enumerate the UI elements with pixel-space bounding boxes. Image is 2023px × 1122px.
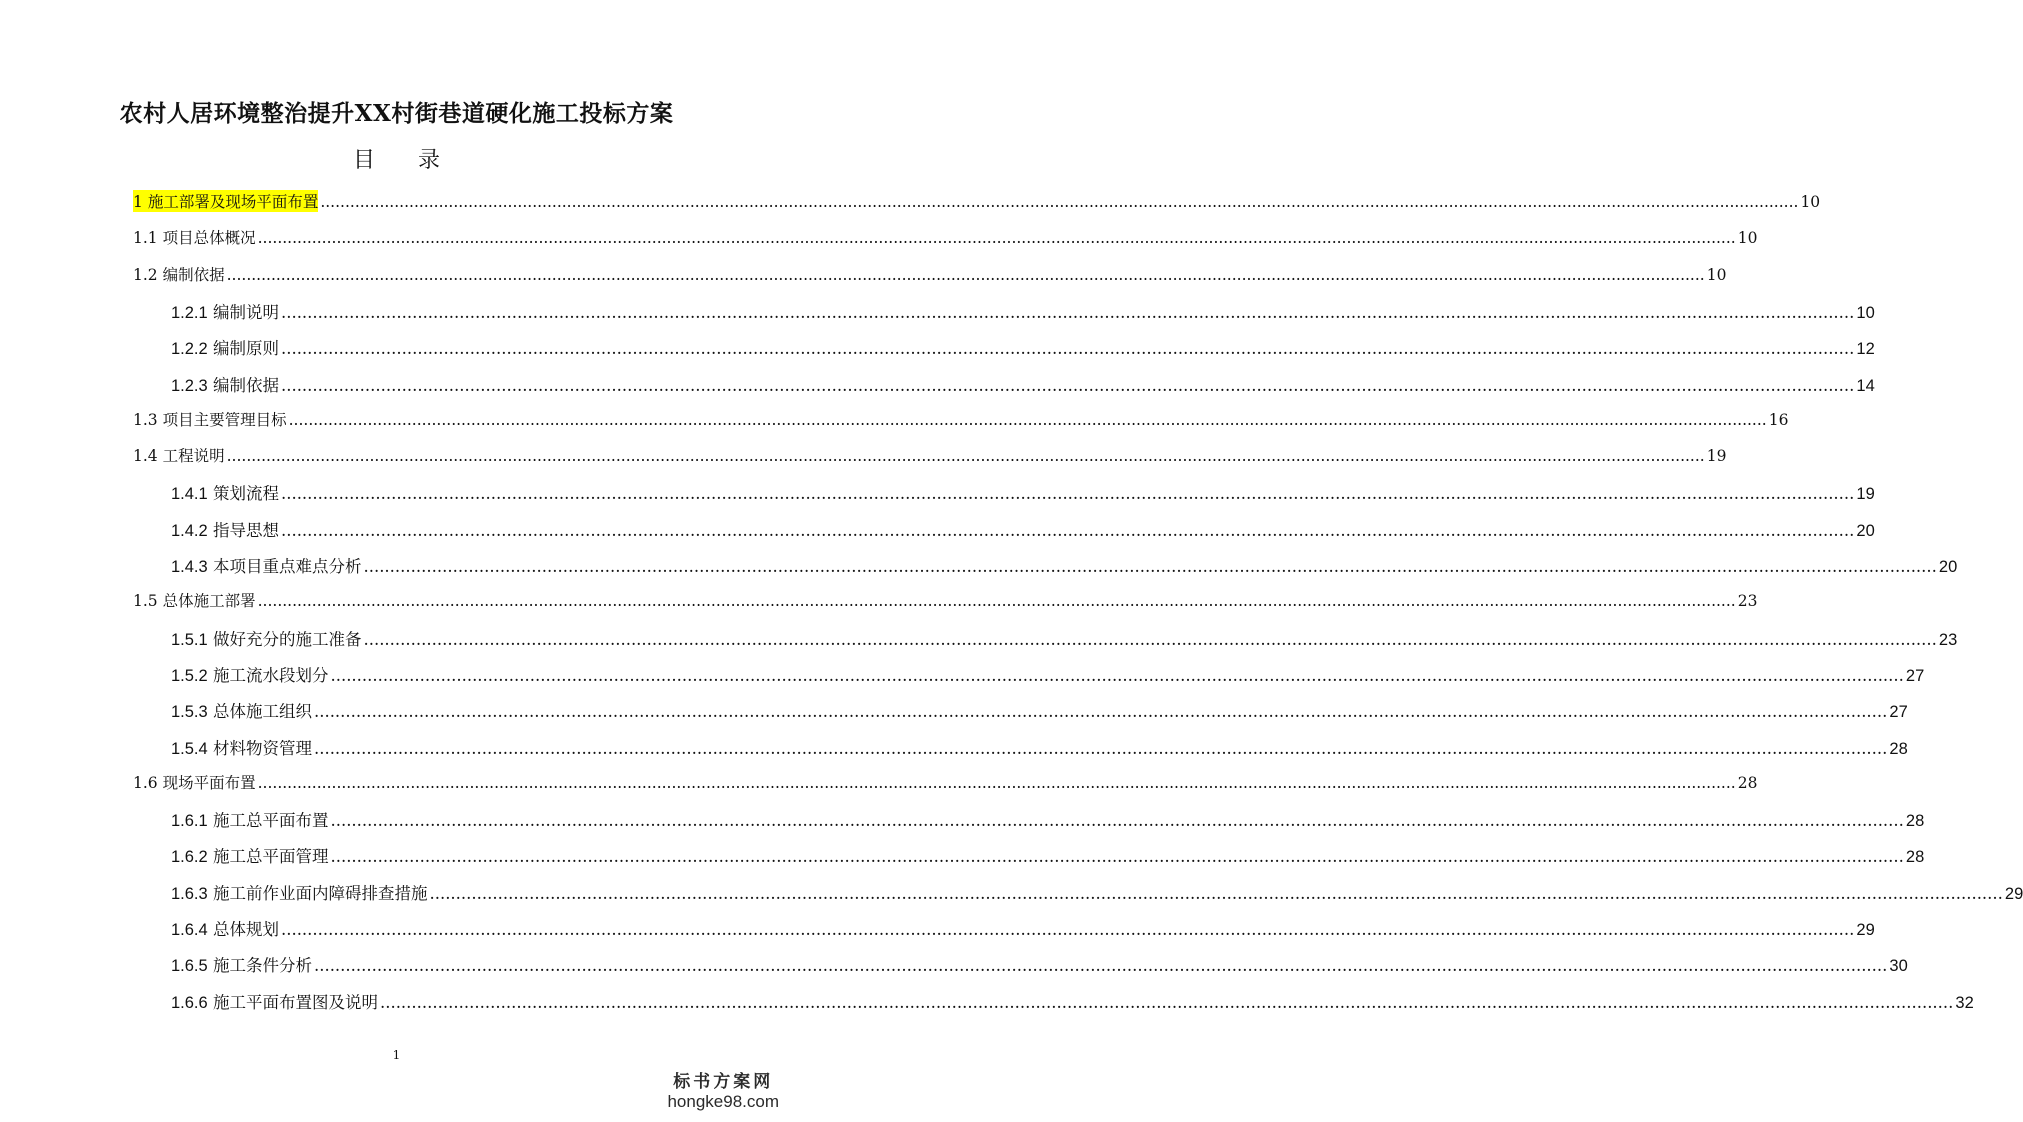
toc-entry-page: 10 bbox=[1706, 265, 1727, 284]
toc-leader-dots: ............................................................................................................................................................................................................................................................................................................ bbox=[280, 520, 1855, 540]
toc-entry-label bbox=[171, 916, 279, 940]
toc-entry-label bbox=[171, 553, 361, 577]
toc-entry-text: 总体施工部署 bbox=[162, 592, 256, 611]
toc-entry-label bbox=[171, 880, 427, 904]
toc-entry-number: 1.4.1 bbox=[171, 485, 208, 504]
toc-entry-number: 1.2.1 bbox=[171, 303, 208, 322]
toc-entry-number: 1.6.3 bbox=[171, 884, 208, 903]
toc-entry-label bbox=[133, 771, 256, 793]
toc-entry-number: 1.1 bbox=[133, 229, 158, 248]
toc-entry-number: 1.6.5 bbox=[171, 957, 208, 976]
toc-entry-label bbox=[171, 989, 378, 1013]
toc-entry-label bbox=[133, 444, 225, 466]
toc-entry-number: 1.5.4 bbox=[171, 739, 208, 758]
page-number: 1 bbox=[392, 1048, 401, 1062]
toc-leader-dots: ............................................................................................................................................................................................................................................................................................................ bbox=[280, 375, 1855, 395]
toc-entry-page: 23 bbox=[1737, 592, 1758, 611]
toc-entry-page: 19 bbox=[1856, 485, 1875, 504]
toc-entry[interactable] bbox=[133, 408, 1789, 438]
toc-entry[interactable] bbox=[171, 952, 1908, 982]
toc-entry-number: 1.2 bbox=[133, 265, 158, 284]
toc-leader-dots: ............................................................................................................................................................................................................................................................................................................ bbox=[363, 557, 1937, 576]
toc-entry-page: 28 bbox=[1905, 848, 1925, 867]
toc-leader-dots: ............................................................................................................................................................................................................................................................................................................ bbox=[226, 447, 1705, 466]
toc-entry-label bbox=[171, 807, 328, 831]
toc-entry-page: 10 bbox=[1737, 229, 1758, 248]
toc-leader-dots: ............................................................................................................................................................................................................................................................................................................ bbox=[313, 956, 1888, 976]
toc-entry-number: 1.4.3 bbox=[171, 558, 208, 576]
watermark-line-en: hongke98.com bbox=[667, 1092, 779, 1111]
toc-entry-text: 策划流程 bbox=[212, 484, 279, 504]
toc-entry-page: 29 bbox=[1856, 921, 1875, 939]
toc-leader-dots: ............................................................................................................................................................................................................................................................................................................ bbox=[313, 702, 1888, 722]
toc-entry-number: 1.3 bbox=[133, 410, 158, 429]
toc-entry-text: 本项目重点难点分析 bbox=[212, 557, 362, 576]
toc-entry[interactable] bbox=[133, 190, 1821, 220]
toc-leader-dots: ............................................................................................................................................................................................................................................................................................................ bbox=[280, 302, 1855, 322]
toc-entry-page: 28 bbox=[1905, 812, 1925, 831]
toc-entry-label bbox=[133, 589, 256, 611]
toc-entry-number: 1.4 bbox=[133, 447, 158, 466]
toc-entry-page: 19 bbox=[1706, 447, 1727, 466]
toc-entry-page: 16 bbox=[1768, 410, 1789, 429]
toc-entry[interactable] bbox=[171, 626, 1958, 656]
toc-entry-label bbox=[133, 190, 318, 212]
watermark-logo bbox=[667, 1067, 779, 1112]
toc-entry[interactable] bbox=[133, 771, 1758, 801]
toc-entry-number: 1.6.4 bbox=[171, 921, 208, 939]
toc-entry[interactable] bbox=[171, 662, 1925, 692]
toc-entry-label bbox=[171, 480, 279, 504]
toc-leader-dots: ............................................................................................................................................................................................................................................................................................................ bbox=[288, 410, 1767, 429]
toc-entry[interactable] bbox=[133, 263, 1727, 293]
toc-entry[interactable] bbox=[171, 480, 1875, 510]
toc-entry-page: 32 bbox=[1955, 993, 1974, 1012]
toc-entry-text: 施工总平面管理 bbox=[212, 847, 329, 867]
document-title: 农村人居环境整治提升XX村街巷道硬化施工投标方案 bbox=[119, 100, 674, 127]
toc-entry-label bbox=[171, 335, 279, 359]
toc-entry-number: 1.5.3 bbox=[171, 703, 208, 722]
toc-entry-number: 1.5.1 bbox=[171, 630, 208, 649]
toc-entry[interactable] bbox=[171, 880, 2023, 910]
toc-leader-dots: ............................................................................................................................................................................................................................................................................................................ bbox=[330, 665, 1904, 685]
toc-entry-page: 10 bbox=[1800, 193, 1821, 211]
toc-entry-page: 20 bbox=[1856, 521, 1875, 540]
toc-leader-dots: ............................................................................................................................................................................................................................................................................................................ bbox=[330, 847, 1904, 867]
toc-entry-label bbox=[133, 263, 225, 285]
toc-entry-label bbox=[171, 843, 328, 867]
toc-entry-label bbox=[171, 517, 279, 541]
toc-entry-text: 施工部署及现场平面布置 bbox=[147, 193, 319, 211]
toc-entry-label bbox=[171, 372, 279, 396]
toc-leader-dots: ............................................................................................................................................................................................................................................................................................................ bbox=[280, 339, 1855, 359]
toc-entry-number: 1.2.2 bbox=[171, 340, 208, 359]
toc-entry[interactable] bbox=[171, 843, 1925, 873]
toc-entry-number: 1.5 bbox=[133, 592, 158, 611]
toc-entry-number: 1.4.2 bbox=[171, 521, 208, 540]
toc-entry-text: 做好充分的施工准备 bbox=[212, 629, 362, 649]
toc-entry-label bbox=[171, 952, 312, 976]
toc-entry-text: 编制原则 bbox=[212, 339, 279, 359]
toc-entry[interactable] bbox=[171, 372, 1875, 402]
toc-entry[interactable] bbox=[171, 807, 1925, 837]
toc-entry-text: 施工流水段划分 bbox=[212, 665, 329, 685]
toc-entry[interactable] bbox=[133, 589, 1758, 619]
toc-entry-page: 14 bbox=[1856, 376, 1875, 395]
toc-entry-text: 工程说明 bbox=[162, 447, 225, 466]
toc-entry-number: 1.6.6 bbox=[171, 993, 208, 1012]
toc-entry-page: 28 bbox=[1889, 739, 1908, 758]
toc-entry[interactable] bbox=[171, 517, 1875, 547]
toc-entry-text: 施工前作业面内障碍排查措施 bbox=[212, 883, 428, 903]
toc-entry-number: 1.6.1 bbox=[171, 812, 208, 831]
toc-leader-dots: ............................................................................................................................................................................................................................................................................................................ bbox=[257, 773, 1736, 792]
toc-entry-label bbox=[171, 662, 328, 686]
toc-entry-page: 27 bbox=[1889, 703, 1908, 722]
toc-entry-text: 编制依据 bbox=[162, 265, 225, 284]
toc-entry-label bbox=[171, 299, 279, 323]
toc-entry-text: 总体规划 bbox=[212, 920, 279, 939]
toc-leader-dots: ............................................................................................................................................................................................................................................................................................................ bbox=[379, 992, 1954, 1012]
toc-leader-dots: ............................................................................................................................................................................................................................................................................................................ bbox=[257, 229, 1736, 248]
toc-entry[interactable] bbox=[171, 916, 1875, 946]
toc-entry-text: 施工总平面布置 bbox=[212, 811, 329, 831]
toc-entry-number: 1.2.3 bbox=[171, 376, 208, 395]
toc-entry-text: 施工条件分析 bbox=[212, 956, 312, 976]
toc-entry[interactable] bbox=[171, 989, 1974, 1019]
toc-entry[interactable] bbox=[171, 299, 1875, 329]
toc-entry-page: 28 bbox=[1737, 773, 1758, 792]
toc-entry-text: 指导思想 bbox=[212, 520, 279, 540]
toc-leader-dots: ............................................................................................................................................................................................................................................................................................................ bbox=[226, 265, 1705, 284]
toc-entry[interactable] bbox=[133, 226, 1758, 256]
toc-entry-number: 1.5.2 bbox=[171, 666, 208, 685]
toc-entry-text: 编制依据 bbox=[212, 375, 279, 395]
toc-entry-text: 施工平面布置图及说明 bbox=[212, 992, 378, 1012]
toc-entry-text: 现场平面布置 bbox=[162, 773, 256, 792]
toc-entry-text: 总体施工组织 bbox=[212, 702, 312, 722]
toc-entry[interactable] bbox=[171, 553, 1958, 583]
toc-entry-page: 10 bbox=[1856, 303, 1875, 322]
toc-leader-dots: ............................................................................................................................................................................................................................................................................................................ bbox=[257, 592, 1736, 611]
toc-leader-dots: ............................................................................................................................................................................................................................................................................................................ bbox=[313, 738, 1888, 758]
toc-entry-text: 编制说明 bbox=[212, 302, 279, 322]
toc-leader-dots: ............................................................................................................................................................................................................................................................................................................ bbox=[280, 484, 1855, 504]
toc-entry-page: 29 bbox=[2004, 884, 2023, 903]
toc-entry-page: 30 bbox=[1889, 957, 1908, 976]
toc-leader-dots: ............................................................................................................................................................................................................................................................................................................ bbox=[280, 920, 1855, 939]
toc-entry-label bbox=[133, 408, 287, 430]
toc-entry[interactable] bbox=[133, 444, 1727, 474]
toc-entry-page: 27 bbox=[1905, 666, 1925, 685]
toc-entry-text: 项目总体概况 bbox=[162, 229, 256, 248]
toc-entry-page: 12 bbox=[1856, 340, 1875, 359]
toc-entry-page: 20 bbox=[1938, 558, 1958, 576]
toc-entry-number: 1.6 bbox=[133, 773, 158, 792]
toc-entry-page: 23 bbox=[1938, 630, 1958, 649]
toc-entry[interactable] bbox=[171, 735, 1908, 765]
toc-entry-text: 项目主要管理目标 bbox=[162, 410, 287, 429]
toc-entry-label bbox=[133, 226, 256, 248]
toc-leader-dots: ............................................................................................................................................................................................................................................................................................................ bbox=[330, 811, 1904, 831]
toc-entry-label bbox=[171, 735, 312, 759]
toc-entry-number: 1 bbox=[133, 193, 143, 211]
toc-entry[interactable] bbox=[171, 335, 1875, 365]
toc-entry-number: 1.6.2 bbox=[171, 848, 208, 867]
toc-entry[interactable] bbox=[171, 698, 1908, 728]
toc-entry-label bbox=[171, 626, 361, 650]
watermark-line-cn: 标书方案网 bbox=[673, 1072, 774, 1092]
toc-entry-text: 材料物资管理 bbox=[212, 738, 312, 758]
toc-leader-dots: ............................................................................................................................................................................................................................................................................................................ bbox=[429, 883, 2003, 903]
toc-heading: 目 录 bbox=[353, 148, 458, 173]
toc-leader-dots: ............................................................................................................................................................................................................................................................................................................ bbox=[363, 629, 1937, 649]
toc-leader-dots: ............................................................................................................................................................................................................................................................................................................ bbox=[320, 193, 1799, 211]
toc-entry-label bbox=[171, 698, 312, 722]
